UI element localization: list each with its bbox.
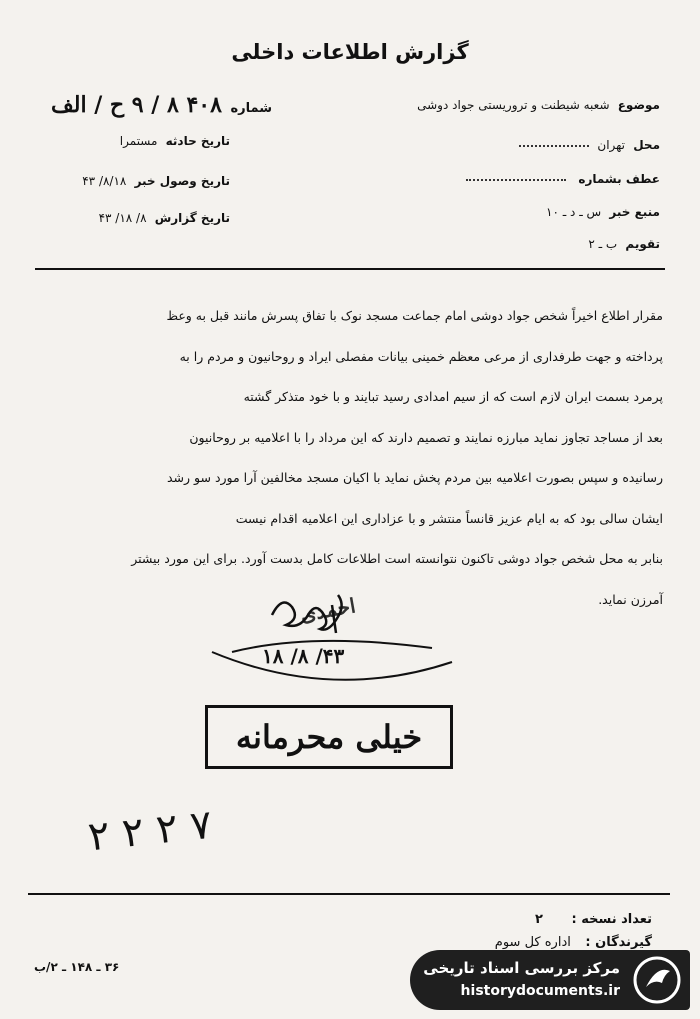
recipients-value: اداره کل سوم	[494, 935, 571, 950]
body-line: بنابر به محل شخص جواد دوشی تاکنون نتوانسته است اطلاعات کامل بدست آورد. برای این مورد بیشتر	[131, 551, 663, 566]
number-field	[51, 92, 272, 118]
incident-date-field	[120, 134, 230, 148]
header-divider	[35, 268, 665, 270]
body-line: آمرزن نماید.	[598, 591, 663, 607]
footer-divider	[28, 893, 670, 895]
location-label: محل	[633, 138, 660, 152]
body-line: مقرار اطلاع اخیراً شخص جواد دوشی امام جماعت مسجد نوک با تفاق پسرش مانند قبل به وعظ	[166, 308, 663, 323]
incident-date-label: تاریخ حادثه	[165, 134, 230, 148]
report-date-value: ۸/ ۱۸/ ۴۳	[98, 211, 147, 225]
receipt-date-field	[82, 174, 230, 188]
recipients-field: گیرندگان : اداره کل سوم	[494, 935, 652, 950]
receipt-date-value: ۸/۱۸/ ۴۳	[82, 174, 127, 188]
assessment-label: تقویم	[625, 237, 660, 251]
source-label: منبع خبر	[609, 205, 660, 219]
assessment-field	[588, 237, 660, 251]
body-line: پرمرد بسمت ایران لازم است که از سیم امدادی رسید تبایند و با خود متذکر گشته	[243, 389, 663, 404]
incident-date-value: مستمرا	[119, 134, 158, 148]
confidential-stamp: خیلی محرمانه	[205, 705, 453, 769]
number-value: ۴۰۸ ۸ / ۹ ح / الف	[50, 92, 222, 118]
body-line: بعد از مساجد تجاوز نماید مبارزه نمایند و تصمیم دارند که این مرداد را با اعلامیه بر روحانیون	[189, 429, 663, 445]
subject-value: شعبه شیطنت و تروریستی جواد دوشی	[417, 98, 610, 112]
document-number: ۳۶ ـ ۱۴۸ ـ ۲/ب	[34, 960, 120, 974]
attachment-field	[466, 172, 660, 186]
location-dots	[519, 145, 589, 147]
assessment-value: ب ـ ۲	[588, 237, 618, 251]
watermark-center-name: مرکز بررسی اسناد تاریخی	[423, 959, 620, 977]
receipt-date-label: تاریخ وصول خبر	[134, 174, 230, 188]
body-line: ایشان سالی بود که به ایام عزیز قانساً منتشر و با عزاداری این اعلامیه اقدام نیست	[235, 510, 663, 526]
source-value: س ـ د ـ ۱۰	[546, 205, 602, 219]
source-field	[546, 205, 660, 219]
recipients-label: گیرندگان	[595, 935, 652, 950]
archive-watermark	[410, 950, 690, 1010]
subject-label: موضوع	[617, 98, 660, 112]
report-title: گزارش اطلاعات داخلی	[231, 40, 469, 64]
attachment-dots	[466, 179, 566, 181]
handwritten-number: ۲ ۲ ۲ ۷	[85, 801, 215, 861]
copies-field: تعداد نسخه : ۲	[535, 912, 652, 927]
location-field	[519, 138, 660, 152]
watermark-site: historydocuments.ir	[460, 983, 620, 999]
report-body	[38, 296, 663, 620]
number-label: شماره	[230, 101, 272, 116]
signature-name: احمدی	[298, 593, 358, 627]
body-line: پرداخته و جهت طرفداری از مرعی معظم خمینی بیانات مفصلی ایراد و روحانیون و مردم را به	[179, 348, 663, 364]
copies-label: تعداد نسخه	[581, 912, 652, 927]
body-line: رسانیده و سپس بصورت اعلامیه بین مردم پخش نماید با اکیان مسجد مخالفین آرا مورد سو رشد	[167, 470, 663, 485]
location-value: تهران	[597, 138, 626, 152]
report-date-label: تاریخ گزارش	[154, 211, 230, 225]
copies-value: ۲	[535, 912, 543, 927]
subject-field	[417, 98, 660, 112]
attachment-label: عطف بشماره	[578, 172, 660, 186]
signature-date: ۴۳/ ۸/ ۱۸	[262, 644, 345, 668]
report-date-field	[99, 211, 230, 225]
archive-logo-icon	[632, 955, 682, 1005]
